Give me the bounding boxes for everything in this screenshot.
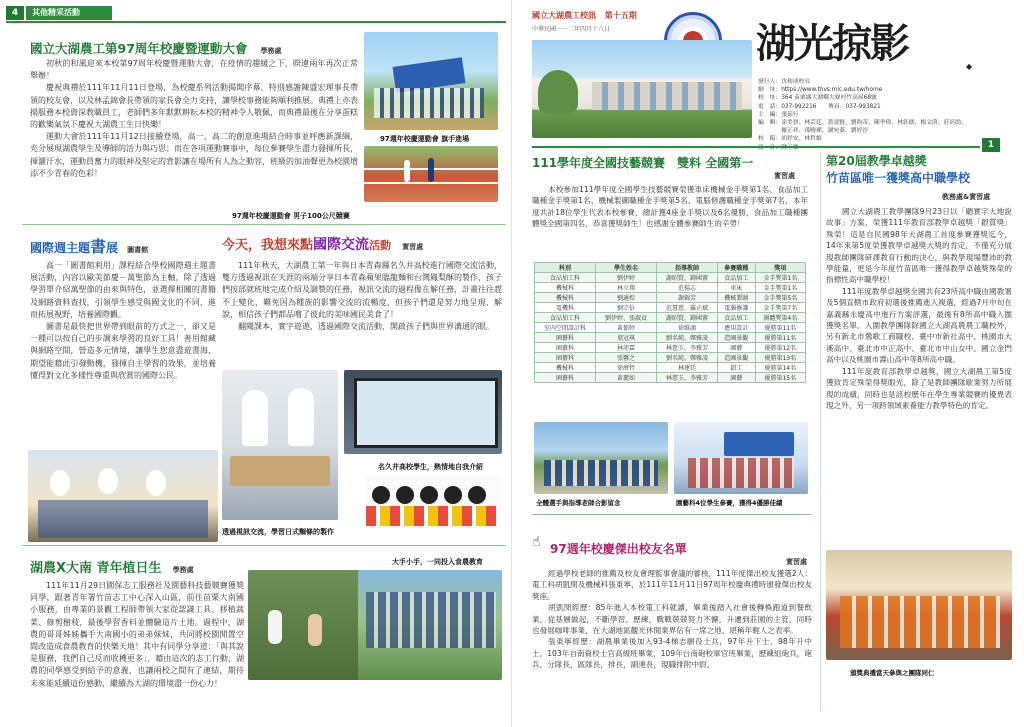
alumni-title: 97週年校慶傑出校友名單: [550, 542, 687, 556]
team-group-photo: [534, 422, 668, 494]
info-publisher: 發行人：沈和成校長: [758, 79, 811, 85]
table-cell: 范揚志: [656, 283, 717, 293]
sprint-race-caption: 97週年校慶運動會 男子100公尺競賽: [232, 212, 350, 220]
teaching-title: [826, 152, 1016, 186]
books-p1: 高一「圖書館利用」課程結合學校國際週主題書展活動，內容以歐美節慶－萬聖節為主軸，除了透過學習單介紹萬聖節的由來與特色，並選擇相關的書籍及網路資料查找，引領學生感受與國文化的不同，進而拓展視野，培養國際觀。: [30, 261, 216, 319]
table-cell: 園藝科: [535, 333, 596, 343]
skills-p1: 本校參加111學年度全國學生技藝競賽榮獲車床機械金手獎第1名、食品加工職種金手獎第1名、機械製圖職種金手獎第5名、電腦修護職種金手獎第7名，本年度共計18位學生代表本校參賽，總計獲4座金手獎以及6名優勝，食品加工職種團體獎全國第四名，恭喜獲獎師生！也感謝全體參賽師生的辛勞！: [532, 185, 808, 229]
exchange-p2: 翻閱課本，實字遊遨，透過國際交流活動，開啟孩子們與世界溝通的眼。: [238, 322, 494, 332]
sports-title: 國立大湖農工第97周年校慶暨運動大會: [30, 41, 248, 56]
table-cell: 園藝科: [535, 343, 596, 353]
award-ceremony-photo: [826, 550, 1012, 660]
video-call-caption: 名久井高校學生，熱情地自我介紹: [378, 463, 483, 471]
table-cell: 金手獎第1名: [755, 283, 805, 293]
sports-p3: 運動大會於111年11月12日接續登場，高一、高二的創意進場結合時事並呼應新課綱，充分展現湖農學生及導師的活力與巧思；而在各項運動賽事中，每位參賽學生盡力發揮所長，揮灑汗水，運動員奮力的眼神及堅定的背影讓在場所有人為之動容，班級的加油聲更為校園增添不少青春的色彩！: [30, 132, 358, 178]
teaching-dept: 教務處&實習處: [942, 193, 991, 201]
table-cell: 食品加工科: [535, 273, 596, 283]
books-body: [30, 260, 216, 382]
hand-icon: ☝: [532, 534, 541, 550]
sports-title-row: [30, 38, 330, 57]
info-editorial-1: 編 輯：涂美智、林芸廷、黃壽賢、劉昀蒂、陳季偉、林鈺儒、楊文茵、莊培勛、: [758, 120, 967, 127]
divider-1: [22, 224, 506, 225]
table-cell: 造園景觀: [717, 333, 755, 343]
skills-dept: 實習處: [774, 172, 795, 180]
right-page: [512, 0, 1024, 727]
table-cell: 謝錦芳: [656, 293, 717, 303]
divider-right-1: [532, 514, 812, 515]
table-cell: 機械科: [535, 293, 596, 303]
sports-p1: 初秋的和風迎來本校第97周年校慶暨運動大會，在疫情的趨緩之下，睽違兩年再次正常舉辦！: [30, 59, 358, 81]
flag-parade-photo: [364, 32, 498, 130]
awards-table-header: [535, 263, 806, 273]
exchange-body: [222, 260, 502, 333]
table-cell: 林沛霖: [595, 343, 656, 353]
daxi-dept: 學務處: [172, 566, 194, 574]
info-address: 校 址：364 苗栗縣大湖鄉大寮村竹高屋68號: [758, 95, 877, 102]
table-cell: 張馨之: [595, 353, 656, 363]
table-cell: 徐維鴻: [656, 323, 717, 333]
col-dept: 科別: [535, 263, 596, 273]
col-teacher: 指導教師: [656, 263, 717, 273]
daxi-body: [30, 580, 244, 690]
page-number-badge: 4: [6, 6, 24, 20]
table-cell: 食品加工: [717, 273, 755, 283]
publish-date: 中華民國一一二年四月十八日: [532, 26, 611, 33]
table-cell: 優勝第15名: [755, 373, 805, 383]
table-cell: 優勝第14名: [755, 363, 805, 373]
daxi-title: 湖農X大南 青年植日生: [30, 561, 162, 576]
table-cell: 劉伊婷、張淑貞: [595, 313, 656, 323]
table-row: [535, 293, 806, 303]
table-cell: 鉗工: [717, 363, 755, 373]
table-cell: 范慧慈、羅正斌: [656, 303, 717, 313]
exchange-p1: 111年秋天，大湖農工第一年與日本青森縣名久井高校進行國際交流活動，雙方透過視訊在天涯的兩端分享日本青森蘋果臨龍麵和台灣鳳梨酥的製作，孩子們按部就班地完成介紹及調製的任務，視訊交流的過程像在解任務，計畫往往趕不上變化，難免因為種族的影響交流的流暢度，但孩子們還是努力地呈現、解說，相信孩子們都品嚐了彼此的美味國民美食了！: [222, 261, 502, 319]
issue-number: 第十五期: [604, 11, 637, 20]
col-student: 學生姓名: [595, 263, 656, 273]
books-title-post: 展: [106, 241, 119, 255]
sprint-race-photo: [364, 146, 498, 202]
page-number-badge-right: 1: [982, 138, 1000, 152]
sports-body: [30, 58, 358, 180]
teaching-p2: 111年度教學卓越獎全國共有23所高中職由國教署及5個直轄市政府初選後推薦進入複選，經過7月中旬在嘉義縣永慶高中進行方案評選，最後有8所高中職入圍獲獎名單。入圍教學團隊除國立大湖高農農工職校外，另有新北市鶯歌工商職校、臺中市新社高中、桃園市大溪高中、臺北市中正高中、臺北市中山女中、國立金門高中以及桃園市壽山高中等8所高中職。: [826, 286, 1012, 365]
table-cell: 造園景觀: [717, 353, 755, 363]
exchange-title-post: 活動: [369, 239, 392, 252]
table-row: [535, 343, 806, 353]
section-banner: 其他精采活動: [26, 6, 112, 20]
alumni-body: [532, 568, 812, 671]
skills-title: [532, 152, 822, 171]
table-cell: 謝昭賢、鍾國審: [656, 313, 717, 323]
exchange-title-big: 國際交流: [313, 237, 370, 253]
teaching-p3: 111年度教育部教學卓越獎，國立大湖農工第5度獲致肯定殊榮得獎眼光，除了是教師團隊歇業努力所展現的成績，同時也是該校歷年在學生專業競賽的優異表現之外，另一項跨領域素養能力教學特色的肯定。: [826, 366, 1012, 410]
books-p2: 圖書是最快把世界帶到眼前的方式之一，卻又是一種可以按自己的步調來學習的良好工具！善用館藏與網路空間，營造多元情境，讓學生您意盡遊書海，期望能藉此引發動機，發揮自主學習的效果，並培養懂得對文化多樣性尊重與欣賞的國際公民。: [30, 322, 216, 380]
table-row: [535, 303, 806, 313]
awards-table: [534, 262, 806, 383]
table-cell: 金手獎第1名: [755, 273, 805, 283]
col-event: 參賽職種: [717, 263, 755, 273]
book-exhibit-photo: [28, 450, 218, 542]
teaching-p1: 國立大湖農工教學團隊9月23日以「聽實字大地說故事」方案，榮獲111年教育部教學卓越獎「銀質獎」殊榮！這是自民國98年大湖農工首度參賽獲獎迄今，14年來第5度榮獲教學卓越獎大獎的肯定，不僅充分展現教師團隊研課教育行動的決心，與教學現場豐沛的教學能量，更是今年度竹苗區唯一獲得教學卓越獎殊榮的指標性高中職學校！: [826, 207, 1012, 285]
skills-title-text: 111學年度全國技藝競賽 雙料 全國第一: [532, 156, 754, 170]
table-cell: 劉名純、鄭雅凌: [656, 333, 717, 343]
awards-table-body: [535, 273, 806, 383]
header-rule: [6, 21, 506, 23]
table-cell: 團體獎第4名: [755, 313, 805, 323]
table-cell: 葉冠琪: [595, 333, 656, 343]
sports-p2: 慶祝典禮於111年11月11日登場，為校慶系列活動揭開序幕，特別感謝陳盛宏理事長帶領的校友會，以及林孟錦會長帶領的家長會全力支持，讓學校事務能夠順利推展。典禮上亦表揚服務本校資深教職員工，老師們多年默默耕耘本校的精神令人敬佩，而典禮最後在分享蛋糕的歡樂氣氛下慶祝大湖農工生日快樂！: [30, 83, 358, 130]
flag-parade-caption: 97週年校慶運動會 旗手進場: [380, 135, 470, 143]
books-dept: 圖書館: [127, 246, 149, 254]
table-cell: 劉宗倍: [595, 303, 656, 313]
table-cell: 劉適煌: [595, 293, 656, 303]
table-cell: 應用設計: [717, 323, 755, 333]
table-row: [535, 323, 806, 333]
table-cell: 優勝第11名: [755, 323, 805, 333]
teaching-title-2: 竹苗區唯一獲獎高中職學校: [826, 171, 971, 185]
daxi-photo-caption: 大手小手，一同投入食農教育: [392, 558, 483, 566]
table-cell: 徐濟哲: [595, 363, 656, 373]
team-group-caption: 全體選手與指導老師合影留念: [536, 499, 621, 507]
table-cell: 園藝科: [535, 353, 596, 363]
table-cell: 林慈玉、李雅芳: [656, 373, 717, 383]
info-phone: 電 話：037-992216 傳真：037-993821: [758, 103, 881, 110]
masthead-rule: [532, 146, 980, 148]
table-cell: 園藝科: [535, 373, 596, 383]
horticulture-award-caption: 園藝科4位學生參賽，獲得4優勝佳績: [676, 499, 783, 507]
award-ceremony-caption: 頒獎典禮當天參與之團隊同仁: [850, 669, 935, 677]
info-proofreader: 校 稿：胡妤安、林哲維: [758, 136, 822, 143]
table-cell: 金手獎第7名: [755, 303, 805, 313]
sports-dept: 學務處: [260, 47, 282, 55]
table-cell: 優勝第12名: [755, 343, 805, 353]
skills-body: [532, 184, 808, 230]
table-row: [535, 333, 806, 343]
teaching-title-1: 第20屆教學卓越獎: [826, 154, 927, 168]
table-cell: 車床: [717, 283, 755, 293]
campus-building-photo: [532, 40, 752, 138]
table-row: [535, 313, 806, 323]
masthead-info: [758, 78, 982, 152]
masthead-stamp-icon: ◆: [966, 62, 973, 71]
farm-activity-photo: [248, 570, 502, 680]
exchange-dept: 實習處: [402, 243, 424, 251]
info-editor: 主 編：張茹行: [758, 111, 799, 118]
daxi-title-row: [30, 557, 250, 576]
teaching-body: [826, 206, 1012, 411]
books-title-pre: 國際週主題: [30, 241, 91, 255]
table-cell: 謝昭賢、鍾國審: [656, 273, 717, 283]
exchange-title-pre: 今天，我想來點: [222, 238, 314, 253]
col-award: 獎項: [755, 263, 805, 273]
alumni-p2: 胡凱閔經歷：85年進入本校電工科就讀，畢業後踏入社會後轉換跑道到餐飲業，從基層做起，不斷學習、歷練，戰戰兢兢努力不懈，升遷到莊園的主管，同時也發展咖啡事業，在大湖地區觀光休閒業界佔有一席之地，堪稱年輕人之表率。: [532, 603, 812, 636]
noodle-making-caption: 透過視訊交流，學習日式麵條的製作: [222, 528, 334, 536]
alumni-p1: 經過學校老師的推薦及校友會理監事會議的審核，111年度傑出校友獲選2人：電工科胡凱閔及機械科張東寧，於111年11月11日97周年校慶典禮時頒發傑出校友獎座。: [532, 569, 812, 601]
books-title-big: 書: [90, 237, 107, 256]
table-cell: 劉名純、鄭雅凌: [656, 353, 717, 363]
table-cell: 劉伊婷: [595, 273, 656, 283]
table-cell: 電腦修護: [717, 303, 755, 313]
table-cell: 電機科: [535, 303, 596, 313]
table-cell: 機械製圖: [717, 293, 755, 303]
table-cell: 園藝: [717, 373, 755, 383]
table-cell: 食品加工科: [535, 313, 596, 323]
table-cell: 林立翔: [595, 283, 656, 293]
video-call-photo: [344, 370, 502, 454]
divider-2: [22, 545, 506, 546]
masthead-school-row: [532, 10, 637, 21]
table-cell: 機械科: [535, 363, 596, 373]
table-cell: 林慈玉、李雅芳: [656, 343, 717, 353]
school-name: 國立大湖農工校訊: [532, 11, 596, 20]
info-editorial-2: 羅正祥、孫曉禪、謝宛蓁、劉婷淳: [758, 128, 869, 135]
horticulture-award-photo: [674, 422, 808, 494]
table-row: [535, 373, 806, 383]
table-cell: 室內空間設計科: [535, 323, 596, 333]
info-website: 網 址：https://www.thvs.mlc.edu.tw/home: [758, 87, 883, 94]
masthead-title: 湖光掠影: [756, 20, 908, 67]
table-cell: 食品加工: [717, 313, 755, 323]
books-title-row: [30, 234, 230, 257]
alumni-p3: 張東寧經歷：湖農畢業後加入93-4梯志願役士兵，97年升下士，98年升中士，103年自南資校士官高級班畢業，109年台南砲校軍官班畢業，歷練組砲兵，砲兵，分隊長，區隊長，排長，副連長，現職排附中尉。: [532, 637, 812, 670]
table-row: [535, 283, 806, 293]
table-cell: 優勝第13名: [755, 353, 805, 363]
table-cell: 黃麗如: [595, 373, 656, 383]
column-divider: [820, 152, 821, 712]
table-cell: 優勝第11名: [755, 333, 805, 343]
table-row: [535, 273, 806, 283]
alumni-dept: 實習處: [786, 558, 807, 566]
alumni-title-row: [550, 538, 790, 557]
exchange-title-row: [222, 234, 512, 254]
table-row: [535, 353, 806, 363]
table-cell: 黃郁婷: [595, 323, 656, 333]
table-cell: 園藝: [717, 343, 755, 353]
noodle-making-photo: [222, 370, 338, 520]
table-cell: 機械科: [535, 283, 596, 293]
table-row: [535, 363, 806, 373]
table-cell: 林建廷: [656, 363, 717, 373]
daxi-p1: 111年11月29日園保志工服務社及園藝科技藝競賽獲獎同學，跟著青年署竹苗志工中心深入山區，前往苗栗大南國小服務，由專業的景觀工程師帶領大家從認識工具、移植蔬菜、修剪樹枝，最後學習香料並體驗這片土地。過程中，湖農的哥哥姊姊攜手大南國小的弟弟妹妹，共同將校園閒置空間改造成食農教育的快樂天地！其中有同學分享道：「與其說是服務，我們自己反而收穫更多」，藉由這次的志工行動，湖農的同學感受到給予的意義，也讓兩校之間有了連結，期待未來能延續這份感動，繼續為大湖的環境盡一份心力！: [30, 581, 244, 688]
table-cell: 金手獎第5名: [755, 293, 805, 303]
cartoon-kids-illustration: [366, 476, 500, 528]
